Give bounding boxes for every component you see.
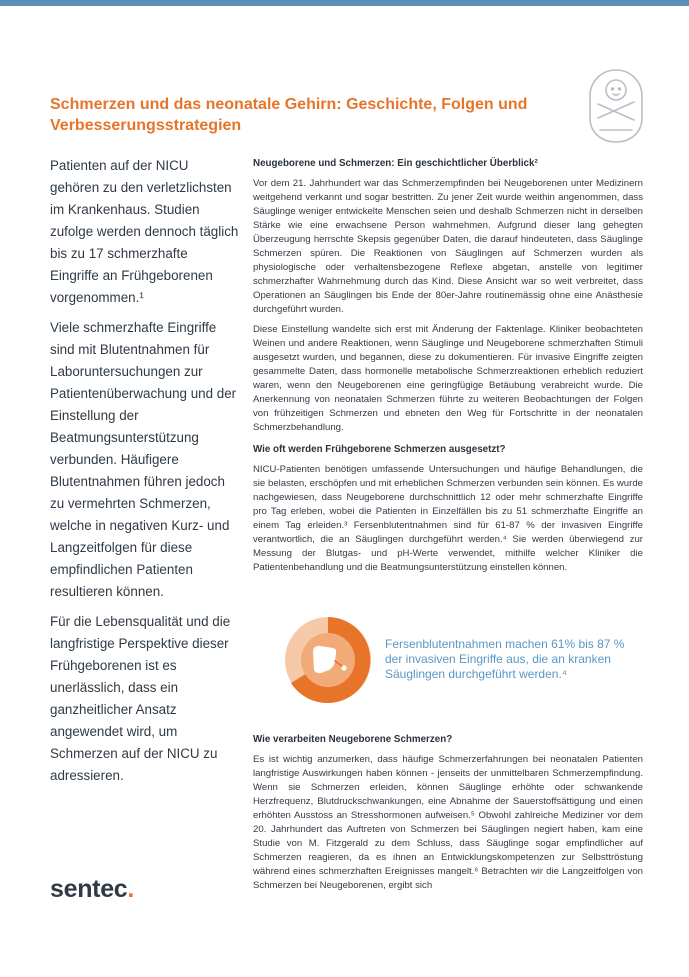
intro-paragraph: Patienten auf der NICU gehören zu den verletzlichsten im Krankenhaus. Studien zufolge werden dennoch täglich bis zu 17 schmerzhafte Eingriffe an Frühgeborenen vorgenommen.¹ (50, 158, 239, 305)
top-accent-bar (0, 0, 689, 6)
page-title: Schmerzen und das neonatale Gehirn: Geschichte, Folgen und Verbesserungsstrategien (50, 96, 528, 134)
intro-paragraph: Viele schmerzhafte Eingriffe sind mit Blutentnahmen für Laboruntersuchungen zur Patientenüberwachung und der Einstellung der Beatmungsunterstützung verbunden. Häufigere Blutentnahmen führen jedoch zu vermehrten Schmerzen, welche in negativen Kurz- und Langzeitfolgen für diese empfindlichen Patienten resultieren können. (50, 320, 237, 599)
swaddled-baby-icon (585, 66, 647, 146)
heel-prick-callout (283, 615, 643, 715)
percentage-donut-icon (283, 615, 373, 705)
section-processing (253, 733, 643, 893)
section-heading-processing: Wie verarbeiten Neugeborene Schmerzen? (253, 734, 453, 745)
body-paragraph: Es ist wichtig anzumerken, dass häufige Schmerzerfahrungen bei neonatalen Patienten langfristige Auswirkungen haben können - jenseits der unmittelbaren Schmerzempfindung. Wenn sie Schmerzen erleiden, können Säuglinge erhöhte oder schwankende Herzfrequenz, Blutdruckschwankungen, eine Abnahme der Sauerstoffsättigung und einen erhöhten Ausstoss an Stresshormonen aufweisen.⁵ Obwohl zahlreiche Mediziner vor dem 20. Jahrhundert das Auftreten von Schmerzen bei Säuglingen negiert haben, kam eine Studie von M. Fitzgerald zu dem Schluss, dass Säuglinge sogar empfindlicher auf Schmerzen reagieren, da es ihnen an Entwicklungskompetenzen zur Selbsttröstung während eines schmerzhaften Ereignisses mangelt.⁶ Betrachten wir die Langzeitfolgen von Schmerzen bei Neugeborenen, ergibt sich (253, 754, 643, 891)
callout-text: Fersenblutentnahmen machen 61% bis 87 % der invasiven Eingriffe aus, die an kranken Säuglingen durchgeführt werden.⁴ (385, 637, 625, 681)
section-heading-frequency: Wie oft werden Frühgeborene Schmerzen ausgesetzt? (253, 444, 506, 455)
body-paragraph: NICU-Patienten benötigen umfassende Untersuchungen und häufige Behandlungen, die sie belasten, erschöpfen und mit erheblichen Schmerzen verbunden sein können. Es wurde nachgewiesen, dass Neugeborene durchschnittlich 12 oder mehr schmerzhafte Eingriffe pro Tag erleben, wobei die Patienten in Einzelfällen bis zu 51 schmerzhafte Eingriffe an einem Tag erleiden.³ Fersenblutentnahmen sind für 61-87 % der invasiven Eingriffe verantwortlich, die an Säuglingen durchgeführt werden.⁴ Sie werden überwiegend zur Messung der Blutgas- und pH-Werte verwendet, mithilfe welcher Kliniker die Patientenbehandlung und die Beatmungsunterstützung einstellen können. (253, 464, 643, 573)
body-paragraph: Vor dem 21. Jahrhundert war das Schmerzempfinden bei Neugeborenen unter Medizinern weitgehend verkannt und sogar bestritten. Zu jener Zeit wurde weithin angenommen, dass Säuglinge weniger entwickelte Menschen seien und deshalb Schmerzen nicht in derselben Stärke wie eine erwachsene Person wahrnehmen. Aufgrund dieser lang gehegten Überzeugung herrschte Skepsis gegenüber Daten, die darauf hindeuteten, dass Säuglinge Schmerzen spüren. Die Reaktionen von Säuglingen auf Schmerzen wurden als physiologische oder verhaltensbezogene Reflexe abgetan, anstelle von legitimer schmerzhafter Wahrnehmung durch das Kind. Diese Ansicht war so weit verbreitet, dass Operationen an Säuglingen bis Ende der 80er-Jahre routinemässig ohne eine Anästhesie durchgeführt wurden. (253, 178, 643, 315)
section-heading-history: Neugeborene und Schmerzen: Ein geschichtlicher Überblick² (253, 158, 538, 169)
sentec-logo (50, 875, 134, 904)
intro-column (50, 155, 240, 795)
body-paragraph: Diese Einstellung wandelte sich erst mit Änderung der Faktenlage. Kliniker beobachteten Weinen und andere Reaktionen, wenn Säuglinge und Neugeborene schmerzhaften Stimuli ausgesetzt wurden, und begannen, diese zu dokumentieren. Für invasive Eingriffe zeigten gesammelte Daten, dass hormonelle metabolische Schmerzreaktionen erheblich reduziert waren, wenn den Neugeborenen eine geringfügige Betäubung verabreicht wurde. Die Anerkennung von neonatalen Schmerzen führte zu weiteren Beobachtungen der Folgen von frühzeitigen Schmerzen und ebneten den Weg für Fortschritte in der neonatalen Schmerzbehandlung. (253, 324, 643, 433)
logo-text: sentec (50, 875, 128, 903)
logo-dot: . (127, 875, 135, 903)
intro-paragraph: Für die Lebensqualität und die langfristige Perspektive dieser Frühgeborenen ist es unerlässlich, dass ein ganzheitlicher Ansatz angewendet wird, um Schmerzen auf der NICU zu adressieren. (50, 614, 231, 783)
main-column (253, 157, 643, 581)
